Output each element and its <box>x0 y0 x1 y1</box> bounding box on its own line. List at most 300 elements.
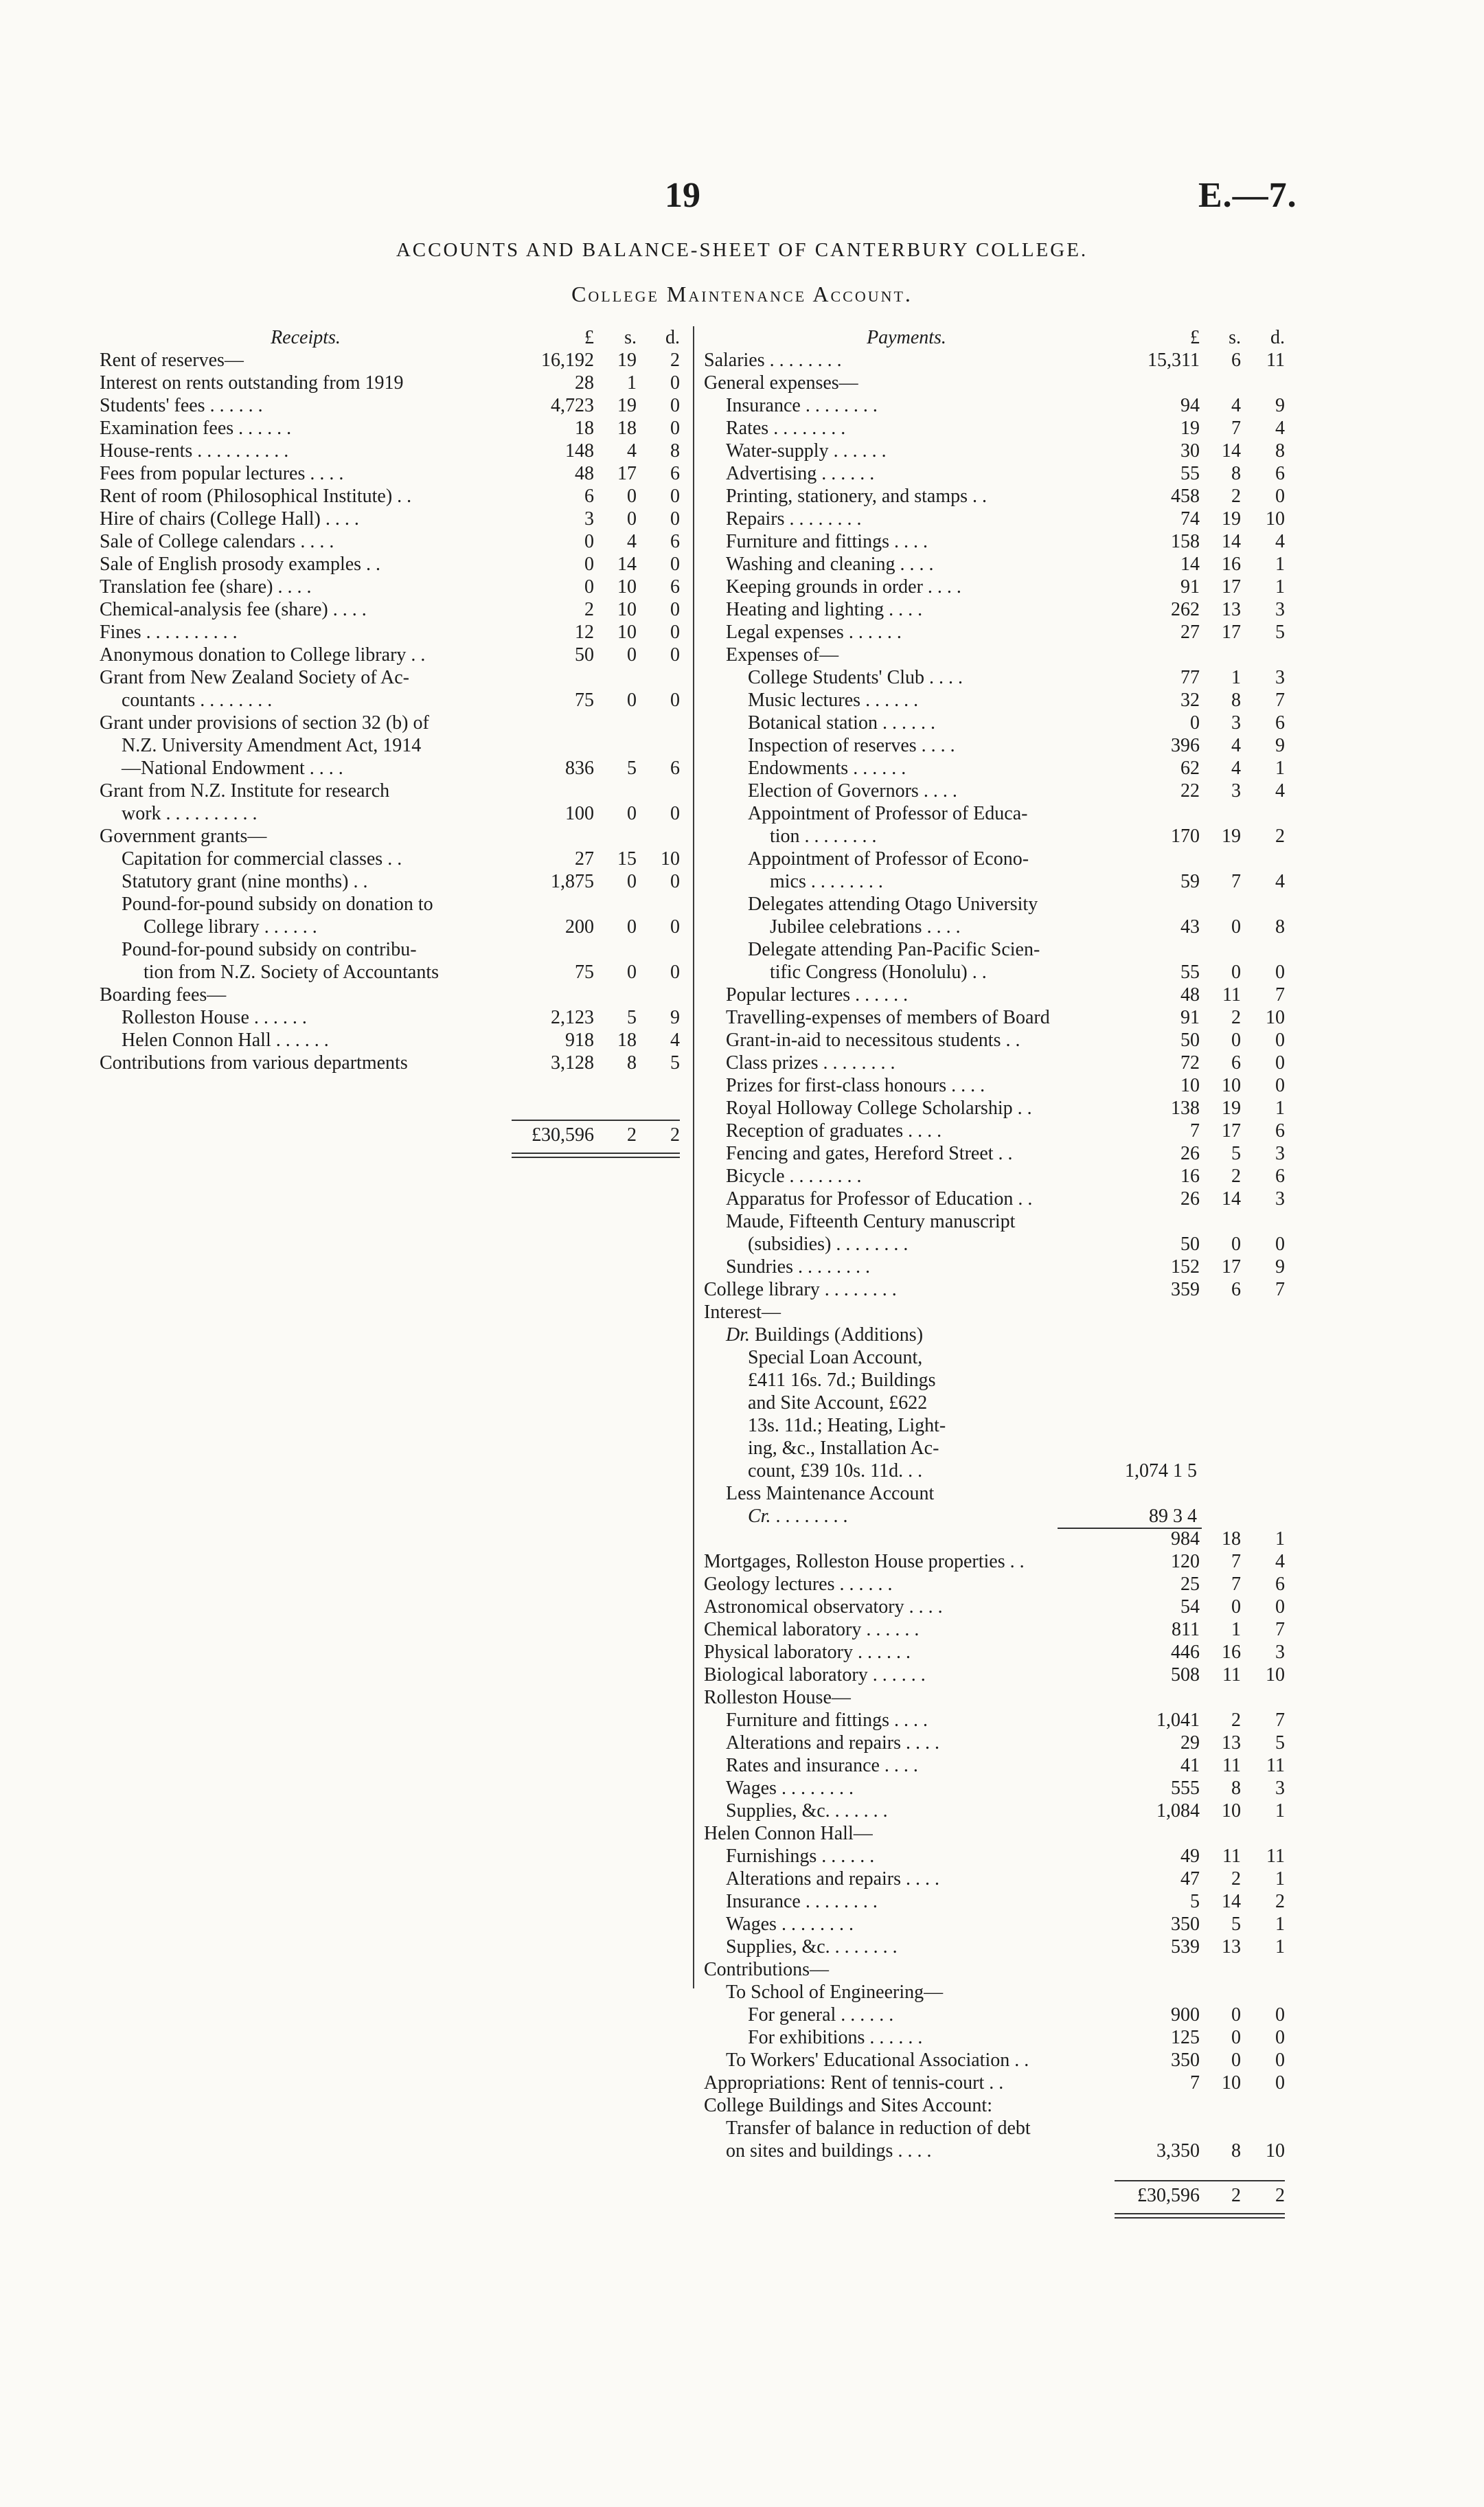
shillings-header: s. <box>624 327 637 348</box>
payment-row <box>704 1618 1300 1641</box>
receipts-column <box>100 326 687 1159</box>
receipt-row-shillings: 0 <box>627 508 637 530</box>
payment-row <box>704 1596 1300 1618</box>
payment-row-label: General expenses— <box>704 372 858 394</box>
receipt-row-pounds: 27 <box>575 848 594 870</box>
payment-row <box>704 984 1300 1006</box>
receipt-row-shillings: 1 <box>627 372 637 394</box>
payment-row <box>704 372 1300 394</box>
payment-row-pence: 3 <box>1275 1642 1285 1663</box>
receipt-row-pence: 0 <box>670 486 680 507</box>
payment-row-label: Alterations and repairs . . . . <box>726 1732 940 1754</box>
payment-row-label: Popular lectures . . . . . . <box>726 984 909 1006</box>
receipt-row-pounds: 28 <box>575 372 594 394</box>
payment-row-label: Water-supply . . . . . . <box>726 440 887 462</box>
payment-row-pounds: 27 <box>1180 622 1200 643</box>
receipt-row <box>100 848 687 870</box>
payment-row-pounds: 32 <box>1180 690 1200 711</box>
receipt-row-shillings: 4 <box>627 440 637 462</box>
payment-row-pounds: 984 <box>1171 1528 1200 1550</box>
receipt-row-pence: 6 <box>670 531 680 552</box>
payment-row-pounds: 138 <box>1171 1098 1200 1119</box>
receipt-row-pence: 0 <box>670 599 680 620</box>
receipt-row-pounds: 50 <box>575 644 594 666</box>
receipt-row-pounds: 0 <box>584 531 594 552</box>
payment-row-pounds: 50 <box>1180 1234 1200 1255</box>
payment-row-pence: 3 <box>1275 1778 1285 1799</box>
payment-row-label: count, £39 10s. 11d. . . <box>748 1460 923 1482</box>
payment-row <box>704 848 1300 870</box>
payment-row-pounds: 72 <box>1180 1052 1200 1074</box>
receipt-row-label: Pound-for-pound subsidy on contribu- <box>122 939 417 960</box>
receipt-row-pence: 0 <box>670 916 680 938</box>
payment-row-label: Mortgages, Rolleston House properties . . <box>704 1551 1025 1572</box>
payment-row-pence: 0 <box>1275 1596 1285 1618</box>
payment-row-pounds: 94 <box>1180 395 1200 416</box>
receipt-row <box>100 553 687 576</box>
payment-row <box>704 462 1300 485</box>
payment-row-label: Geology lectures . . . . . . <box>704 1574 893 1595</box>
payment-row <box>704 825 1300 848</box>
payment-row-shillings: 11 <box>1222 984 1241 1006</box>
payment-row-pence: 5 <box>1275 1732 1285 1754</box>
payment-row <box>704 1074 1300 1097</box>
payment-row-pounds: 26 <box>1180 1188 1200 1210</box>
receipt-row-shillings: 15 <box>617 848 637 870</box>
receipt-row-pence: 0 <box>670 803 680 824</box>
payment-row-label: Reception of graduates . . . . <box>726 1120 942 1142</box>
payment-row-pence: 2 <box>1275 826 1285 847</box>
payment-row-label: Apparatus for Professor of Education . . <box>726 1188 1033 1210</box>
payment-row <box>704 1256 1300 1278</box>
payment-row <box>704 1913 1300 1936</box>
receipt-row-pence: 6 <box>670 758 680 779</box>
receipt-row-pence: 6 <box>670 576 680 598</box>
payment-row-pence: 1 <box>1275 1800 1285 1822</box>
payment-row-label: College Students' Club . . . . <box>748 667 963 688</box>
payment-row-label: mics . . . . . . . . <box>770 871 883 892</box>
receipt-row-pence: 0 <box>670 622 680 643</box>
payment-row <box>704 1686 1300 1709</box>
payment-row-pence: 8 <box>1275 916 1285 938</box>
payment-row-shillings: 7 <box>1231 418 1241 439</box>
payment-row-shillings: 0 <box>1231 1596 1241 1618</box>
receipts-total-pence: 2 <box>670 1124 680 1146</box>
payment-row-shillings: 19 <box>1222 1098 1241 1119</box>
pence-header: d. <box>665 327 680 348</box>
shillings-header: s. <box>1229 327 1241 348</box>
payment-row <box>704 553 1300 576</box>
payment-row-pounds: 811 <box>1172 1619 1200 1640</box>
payment-row-label: Botanical station . . . . . . <box>748 712 935 734</box>
payment-row-shillings: 2 <box>1231 1868 1241 1890</box>
payment-row <box>704 1460 1300 1482</box>
receipt-row <box>100 440 687 462</box>
receipt-row-shillings: 10 <box>617 576 637 598</box>
payment-row-label: Bicycle . . . . . . . . <box>726 1166 862 1187</box>
payment-row-label: Furniture and fittings . . . . <box>726 1710 928 1731</box>
payment-row-pounds: 41 <box>1180 1755 1200 1776</box>
payment-row-pence: 3 <box>1275 599 1285 620</box>
receipt-row-pounds: 6 <box>584 486 594 507</box>
payment-row-pence: 6 <box>1275 1120 1285 1142</box>
receipt-row <box>100 984 687 1006</box>
payment-row-shillings: 13 <box>1222 1732 1241 1754</box>
payment-row-pence: 7 <box>1275 1279 1285 1300</box>
payment-row-label: To Workers' Educational Association . . <box>726 2050 1029 2071</box>
payment-row-pounds: 62 <box>1180 758 1200 779</box>
payment-row <box>704 1052 1300 1074</box>
receipt-row-label: countants . . . . . . . . <box>122 690 273 711</box>
payment-row-label: Furnishings . . . . . . <box>726 1846 875 1867</box>
payment-row-pounds: 539 <box>1171 1936 1200 1958</box>
payment-row-label: Inspection of reserves . . . . <box>748 735 955 756</box>
payment-row <box>704 1981 1300 2004</box>
payment-row-pence: 1 <box>1275 1528 1285 1550</box>
payment-row-pounds: 125 <box>1171 2027 1200 2048</box>
receipt-row-label: House-rents . . . . . . . . . . <box>100 440 289 462</box>
payment-row-pounds: 19 <box>1180 418 1200 439</box>
payment-row-shillings: 3 <box>1231 780 1241 802</box>
payment-row-shillings: 13 <box>1222 599 1241 620</box>
receipt-row-label: Fees from popular lectures . . . . <box>100 463 344 484</box>
receipt-row <box>100 689 687 712</box>
payment-row-pounds: 350 <box>1171 2050 1200 2071</box>
payment-row <box>704 1664 1300 1686</box>
payment-row-label: Appropriations: Rent of tennis-court . . <box>704 2072 1004 2094</box>
payment-row-pounds: 508 <box>1171 1664 1200 1686</box>
payment-row <box>704 2117 1300 2140</box>
receipt-row <box>100 802 687 825</box>
payment-row-pounds: 26 <box>1180 1143 1200 1164</box>
payment-row-pence: 6 <box>1275 712 1285 734</box>
account-title: College Maintenance Account. <box>571 282 913 306</box>
inner-amount: 89 3 4 <box>1149 1506 1197 1527</box>
payment-row <box>704 2094 1300 2117</box>
payment-row-label: Insurance . . . . . . . . <box>726 1891 878 1912</box>
payment-row-pounds: 3,350 <box>1156 2140 1200 2162</box>
receipt-row-pounds: 18 <box>575 418 594 439</box>
receipt-row <box>100 598 687 621</box>
payment-row-label: Sundries . . . . . . . . <box>726 1256 870 1278</box>
payment-row <box>704 1165 1300 1188</box>
payment-row-pence: 6 <box>1275 1166 1285 1187</box>
receipt-row-label: work . . . . . . . . . . <box>122 803 258 824</box>
receipt-row-pounds: 3,128 <box>551 1052 594 1074</box>
payment-row-pounds: 10 <box>1180 1075 1200 1096</box>
payment-row-pounds: 50 <box>1180 1030 1200 1051</box>
payment-row-shillings: 0 <box>1231 2027 1241 2048</box>
payment-row-pence: 1 <box>1275 554 1285 575</box>
payment-row-shillings: 0 <box>1231 916 1241 938</box>
payment-row <box>704 1528 1300 1550</box>
payments-total-row <box>704 2180 1300 2212</box>
receipt-row-pounds: 75 <box>575 690 594 711</box>
payment-row <box>704 1301 1300 1324</box>
receipt-row-label: Helen Connon Hall . . . . . . <box>122 1030 329 1051</box>
receipt-row <box>100 1006 687 1029</box>
receipt-row-shillings: 18 <box>617 418 637 439</box>
payment-row <box>704 1188 1300 1210</box>
payment-row-shillings: 11 <box>1222 1755 1241 1776</box>
payment-row <box>704 938 1300 961</box>
payment-row-label: Rates and insurance . . . . <box>726 1755 918 1776</box>
payment-row <box>704 916 1300 938</box>
payment-row-shillings: 17 <box>1222 622 1241 643</box>
receipt-row-label: Rolleston House . . . . . . <box>122 1007 307 1028</box>
receipt-row-pence: 5 <box>670 1052 680 1074</box>
payments-header-row <box>704 326 1300 349</box>
receipt-row-pounds: 200 <box>565 916 594 938</box>
payment-row-shillings: 7 <box>1231 1551 1241 1572</box>
payment-row-label: Election of Governors . . . . <box>748 780 957 802</box>
payment-row <box>704 1890 1300 1913</box>
payment-row-label: Appointment of Professor of Educa- <box>748 803 1028 824</box>
receipt-row-pounds: 918 <box>565 1030 594 1051</box>
payment-row <box>704 734 1300 757</box>
receipts-total-double-rule <box>100 1151 687 1159</box>
payment-row-label: Less Maintenance Account <box>726 1483 935 1504</box>
payment-row-shillings: 0 <box>1231 1234 1241 1255</box>
payment-row-label: £411 16s. 7d.; Buildings <box>748 1370 936 1391</box>
page-number: 19 <box>665 176 700 215</box>
payment-row-label: Maude, Fifteenth Century manuscript <box>726 1211 1016 1232</box>
receipt-row-shillings: 0 <box>627 486 637 507</box>
payment-row-pounds: 7 <box>1190 1120 1200 1142</box>
receipt-row-label: Interest on rents outstanding from 1919 <box>100 372 404 394</box>
receipt-row-label: Sale of English prosody examples . . <box>100 554 381 575</box>
payment-row-label: To School of Engineering— <box>726 1982 944 2003</box>
payments-heading: Payments. <box>867 327 946 348</box>
receipt-row-pence: 0 <box>670 395 680 416</box>
payment-row <box>704 1120 1300 1142</box>
pounds-header: £ <box>584 327 594 348</box>
payment-row <box>704 1097 1300 1120</box>
payment-row-shillings: 4 <box>1231 735 1241 756</box>
payment-row-pence: 11 <box>1266 350 1285 371</box>
payment-row-pounds: 555 <box>1171 1778 1200 1799</box>
receipt-row-shillings: 10 <box>617 599 637 620</box>
payment-row-pence: 0 <box>1275 486 1285 507</box>
payment-row-label: Insurance . . . . . . . . <box>726 395 878 416</box>
payment-row-pence: 0 <box>1275 1234 1285 1255</box>
payment-row <box>704 1482 1300 1505</box>
payment-row-shillings: 10 <box>1222 1075 1241 1096</box>
receipt-row <box>100 394 687 417</box>
receipts-header-row <box>100 326 687 349</box>
receipt-row-shillings: 0 <box>627 916 637 938</box>
receipt-row <box>100 961 687 984</box>
payment-row-shillings: 2 <box>1231 1166 1241 1187</box>
payment-row-label: Interest— <box>704 1302 781 1323</box>
payment-row-label: Biological laboratory . . . . . . <box>704 1664 926 1686</box>
payment-row <box>704 1573 1300 1596</box>
receipt-row-pence: 0 <box>670 644 680 666</box>
payment-row-label: Salaries . . . . . . . . <box>704 350 842 371</box>
payment-row <box>704 1505 1300 1528</box>
payment-row-pence: 11 <box>1266 1846 1285 1867</box>
receipt-row-pence: 0 <box>670 690 680 711</box>
payment-row-shillings: 6 <box>1231 1279 1241 1300</box>
payment-row-shillings: 16 <box>1222 554 1241 575</box>
payment-row-pounds: 446 <box>1171 1642 1200 1663</box>
receipt-row-pounds: 16,192 <box>541 350 594 371</box>
payment-row-label: Wages . . . . . . . . <box>726 1778 854 1799</box>
payment-row-pence: 1 <box>1275 1914 1285 1935</box>
receipt-row-pounds: 3 <box>584 508 594 530</box>
payment-row-label: Wages . . . . . . . . <box>726 1914 854 1935</box>
receipt-row-label: Rent of room (Philosophical Institute) . . <box>100 486 412 507</box>
pounds-header: £ <box>1190 327 1200 348</box>
payment-row <box>704 1845 1300 1868</box>
payment-row-label: College library . . . . . . . . <box>704 1279 897 1300</box>
receipt-row <box>100 757 687 780</box>
receipt-row <box>100 712 687 734</box>
payment-row-shillings: 5 <box>1231 1143 1241 1164</box>
payment-row-shillings: 1 <box>1231 1619 1241 1640</box>
payment-row-label: Legal expenses . . . . . . <box>726 622 902 643</box>
payment-row <box>704 1550 1300 1573</box>
payment-row <box>704 508 1300 530</box>
receipt-row-pounds: 148 <box>565 440 594 462</box>
payment-row <box>704 870 1300 893</box>
receipt-row-label: Anonymous donation to College library . . <box>100 644 426 666</box>
payment-row <box>704 485 1300 508</box>
receipt-row-label: N.Z. University Amendment Act, 1914 <box>122 735 422 756</box>
receipt-row <box>100 530 687 553</box>
receipt-row <box>100 485 687 508</box>
payment-row-pence: 0 <box>1275 1052 1285 1074</box>
receipt-row <box>100 666 687 689</box>
payment-row-pounds: 458 <box>1171 486 1200 507</box>
payment-row <box>704 598 1300 621</box>
payment-row-pounds: 359 <box>1171 1279 1200 1300</box>
payment-row <box>704 1142 1300 1165</box>
payment-row-shillings: 2 <box>1231 486 1241 507</box>
receipt-row <box>100 508 687 530</box>
payment-row-shillings: 7 <box>1231 871 1241 892</box>
payment-row-label: Jubilee celebrations . . . . <box>770 916 961 938</box>
payment-row-pounds: 15,311 <box>1148 350 1200 371</box>
receipt-row-shillings: 8 <box>627 1052 637 1074</box>
payment-row <box>704 440 1300 462</box>
payment-row-pounds: 262 <box>1171 599 1200 620</box>
payment-row <box>704 1958 1300 1981</box>
payment-row-pence: 0 <box>1275 2050 1285 2071</box>
payment-row-pounds: 120 <box>1171 1551 1200 1572</box>
payment-row-shillings: 18 <box>1222 1528 1241 1550</box>
receipt-row-shillings: 0 <box>627 690 637 711</box>
payments-total-shillings: 2 <box>1231 2185 1241 2206</box>
payment-row-pence: 4 <box>1275 1551 1285 1572</box>
payment-row-label: (subsidies) . . . . . . . . <box>748 1234 909 1255</box>
payment-row-label: Helen Connon Hall— <box>704 1823 873 1844</box>
payment-row <box>704 2140 1300 2162</box>
payment-row <box>704 1754 1300 1777</box>
payment-row-label: on sites and buildings . . . . <box>726 2140 932 2162</box>
receipt-row-pence: 0 <box>670 508 680 530</box>
payment-row <box>704 1414 1300 1437</box>
receipt-row-pounds: 2 <box>584 599 594 620</box>
payment-row-pounds: 48 <box>1180 984 1200 1006</box>
receipt-row <box>100 1052 687 1074</box>
payment-row-pounds: 152 <box>1171 1256 1200 1278</box>
payment-row <box>704 1210 1300 1233</box>
receipts-heading: Receipts. <box>271 327 341 348</box>
payment-row-shillings: 6 <box>1231 1052 1241 1074</box>
payment-row-pence: 7 <box>1275 1710 1285 1731</box>
payment-row-label: Royal Holloway College Scholarship . . <box>726 1098 1032 1119</box>
receipt-row-pence: 0 <box>670 871 680 892</box>
payment-row-pounds: 43 <box>1180 916 1200 938</box>
receipt-row-label: Grant from N.Z. Institute for research <box>100 780 390 802</box>
receipt-row <box>100 825 687 848</box>
payment-row-shillings: 10 <box>1222 1800 1241 1822</box>
payment-row-label: Transfer of balance in reduction of debt <box>726 2118 1031 2139</box>
receipt-row-pence: 0 <box>670 554 680 575</box>
receipt-row-shillings: 19 <box>617 395 637 416</box>
payment-row <box>704 1006 1300 1029</box>
payments-column <box>704 326 1300 2220</box>
receipt-row-pounds: 75 <box>575 962 594 983</box>
payment-row-pence: 4 <box>1275 780 1285 802</box>
receipt-row-pounds: 2,123 <box>551 1007 594 1028</box>
receipt-row-label: Students' fees . . . . . . <box>100 395 263 416</box>
payment-row-label: Delegate attending Pan-Pacific Scien- <box>748 939 1040 960</box>
payment-row <box>704 780 1300 802</box>
payment-row-pence: 4 <box>1275 871 1285 892</box>
payment-row <box>704 1437 1300 1460</box>
payment-row-pounds: 22 <box>1180 780 1200 802</box>
receipt-row-pounds: 48 <box>575 463 594 484</box>
receipt-row-pence: 0 <box>670 418 680 439</box>
payment-row-pence: 9 <box>1275 395 1285 416</box>
payment-row-label: Travelling-expenses of members of Board <box>726 1007 1050 1028</box>
payment-row-pounds: 30 <box>1180 440 1200 462</box>
payment-row-pence: 0 <box>1275 1075 1285 1096</box>
payment-row-label: Washing and cleaning . . . . <box>726 554 934 575</box>
receipts-rows <box>100 349 687 1074</box>
receipt-row <box>100 1029 687 1052</box>
payment-row-label: Repairs . . . . . . . . <box>726 508 862 530</box>
payment-row-shillings: 17 <box>1222 1120 1241 1142</box>
payment-row-label: Astronomical observatory . . . . <box>704 1596 943 1618</box>
payment-row-shillings: 16 <box>1222 1642 1241 1663</box>
payment-row-shillings: 1 <box>1231 667 1241 688</box>
payment-row-shillings: 8 <box>1231 463 1241 484</box>
payment-row-label: For exhibitions . . . . . . <box>748 2027 923 2048</box>
payment-row-pence: 5 <box>1275 622 1285 643</box>
payment-row-pence: 9 <box>1275 1256 1285 1278</box>
payment-row-pence: 7 <box>1275 690 1285 711</box>
receipt-row-label: College library . . . . . . <box>144 916 317 938</box>
payment-row-shillings: 7 <box>1231 1574 1241 1595</box>
receipt-row-label: Rent of reserves— <box>100 350 244 371</box>
payment-row-pounds: 14 <box>1180 554 1200 575</box>
payment-row <box>704 689 1300 712</box>
payment-row-label: Physical laboratory . . . . . . <box>704 1642 911 1663</box>
payment-row-shillings: 11 <box>1222 1846 1241 1867</box>
receipt-row <box>100 916 687 938</box>
payment-row-pence: 1 <box>1275 758 1285 779</box>
payment-row-pounds: 158 <box>1171 531 1200 552</box>
receipt-row-shillings: 5 <box>627 1007 637 1028</box>
payment-row-label: Cr. . . . . . . . . <box>748 1506 848 1527</box>
payment-row-pounds: 1,084 <box>1156 1800 1200 1822</box>
payment-row <box>704 1800 1300 1822</box>
payment-row-label: tion . . . . . . . . <box>770 826 877 847</box>
document-title: ACCOUNTS AND BALANCE-SHEET OF CANTERBURY COLLEGE. <box>396 239 1088 261</box>
